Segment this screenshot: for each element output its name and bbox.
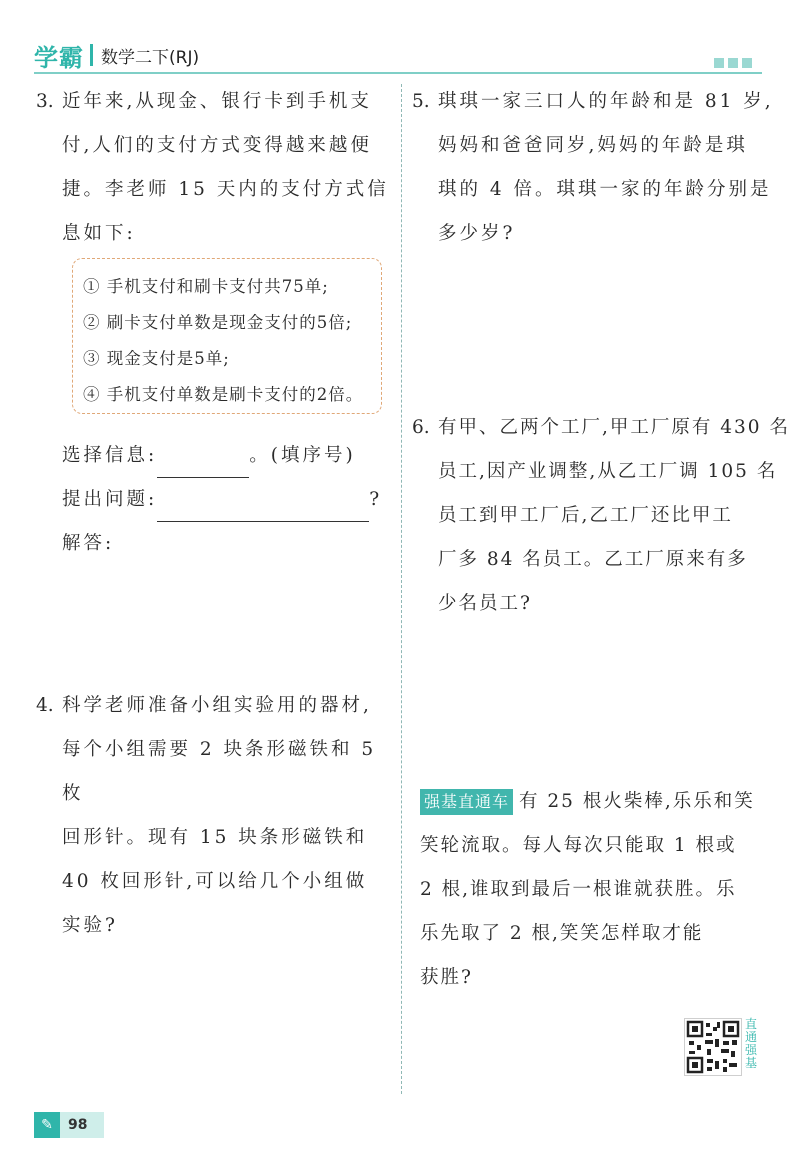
logo-text: 学霸 (34, 43, 84, 72)
question-line: 回形针。现有 15 块条形磁铁和 (62, 827, 368, 848)
question-number: 5. (412, 91, 430, 112)
question-line: 息如下: (62, 223, 136, 244)
header-square-3 (742, 58, 752, 68)
question-5 (412, 80, 772, 256)
qr-code-icon[interactable] (684, 1018, 742, 1076)
question-line: 付,人们的支付方式变得越来越便 (62, 135, 372, 156)
question-4 (36, 684, 396, 948)
logo-divider (90, 44, 93, 66)
question-line: 妈妈和爸爸同岁,妈妈的年龄是琪 (438, 135, 748, 156)
question-line: 少名员工? (438, 593, 532, 614)
question-line: 获胜? (420, 967, 473, 988)
bonus-badge: 强基直通车 (420, 789, 513, 815)
question-number: 4. (36, 695, 54, 716)
select-info-label: 选择信息: (62, 445, 158, 466)
pencil-icon: ✎ (34, 1112, 60, 1138)
info-box (72, 258, 382, 414)
q3-answer-area (62, 434, 402, 566)
ask-question-blank[interactable] (157, 491, 369, 522)
question-line: 2 根,谁取到最后一根谁就获胜。乐 (420, 879, 737, 900)
info-item-3: ③ 现金支付是5单; (83, 349, 230, 368)
page-number: 98 (68, 1117, 88, 1133)
question-line: 乐先取了 2 根,笑笑怎样取才能 (420, 923, 704, 944)
info-item-1: ① 手机支付和刷卡支付共75单; (83, 277, 329, 296)
question-number: 3. (36, 91, 54, 112)
question-line: 有甲、乙两个工厂,甲工厂原有 430 名 (438, 417, 790, 438)
question-line: 厂多 84 名员工。乙工厂原来有多 (438, 549, 748, 570)
subject-title: 数学二下(RJ) (101, 47, 200, 68)
question-line: 有 25 根火柴棒,乐乐和笑 (519, 791, 755, 812)
answer-label: 解答: (62, 533, 115, 554)
question-line: 多少岁? (438, 223, 516, 244)
question-line: 琪琪一家三口人的年龄和是 81 岁, (438, 91, 774, 112)
question-line: 捷。李老师 15 天内的支付方式信 (62, 179, 389, 200)
brand-logo (34, 38, 199, 72)
question-line: 科学老师准备小组实验用的器材, (62, 695, 372, 716)
qr-label-char: 直 (744, 1017, 757, 1031)
header-square-1 (714, 58, 724, 68)
header-rule (34, 72, 762, 74)
question-line: 近年来,从现金、银行卡到手机支 (62, 91, 372, 112)
qr-label-char: 通 (744, 1030, 757, 1044)
question-6 (412, 406, 790, 626)
qr-label-char: 强 (744, 1043, 757, 1057)
question-line: 员工,因产业调整,从乙工厂调 105 名 (438, 461, 778, 482)
column-divider (401, 84, 402, 1094)
bonus-question (420, 780, 782, 1000)
select-info-blank[interactable] (157, 447, 249, 478)
page-number-box (34, 1112, 104, 1138)
question-line: 40 枚回形针,可以给几个小组做 (62, 871, 368, 892)
ask-question-label: 提出问题: (62, 489, 158, 510)
info-item-2: ② 刷卡支付单数是现金支付的5倍; (83, 313, 353, 332)
question-number: 6. (412, 417, 430, 438)
question-line: 每个小组需要 2 块条形磁铁和 5 枚 (62, 739, 377, 804)
info-item-4: ④ 手机支付单数是刷卡支付的2倍。 (83, 385, 364, 404)
question-line: 琪的 4 倍。琪琪一家的年龄分别是 (438, 179, 772, 200)
qr-label (742, 1018, 760, 1070)
select-info-suffix: 。(填序号) (249, 445, 356, 466)
ask-question-suffix: ? (369, 489, 383, 510)
question-line: 员工到甲工厂后,乙工厂还比甲工 (438, 505, 733, 526)
question-line: 笑轮流取。每人每次只能取 1 根或 (420, 835, 737, 856)
qr-label-char: 基 (744, 1056, 757, 1070)
question-line: 实验? (62, 915, 118, 936)
header-square-2 (728, 58, 738, 68)
question-3 (36, 80, 396, 256)
